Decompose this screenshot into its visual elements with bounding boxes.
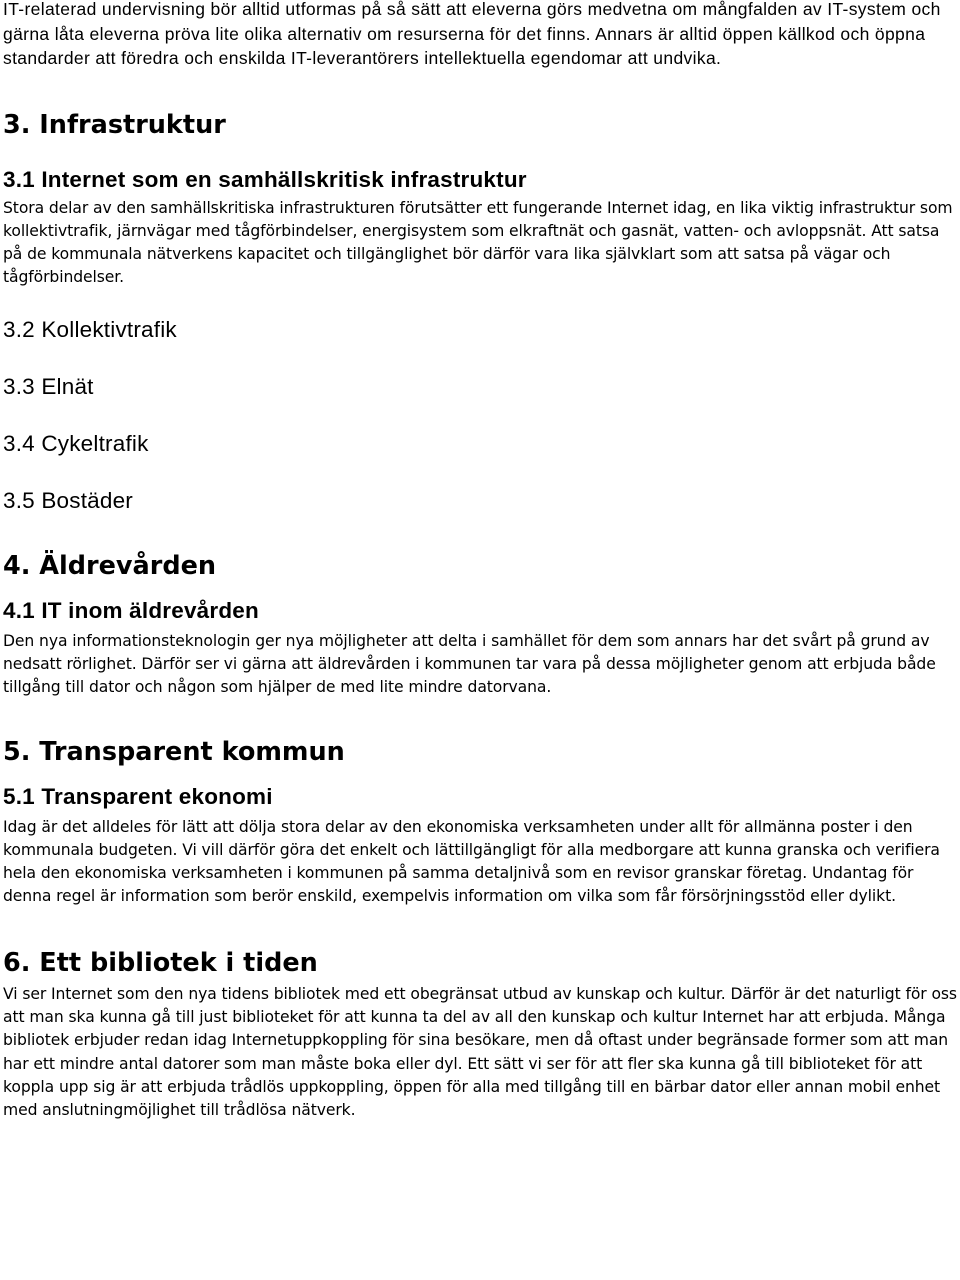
section-3-heading: 3. Infrastruktur [3, 109, 226, 140]
section-4-1-heading: 4.1 IT inom äldrevården [3, 597, 259, 623]
section-3-4-heading: 3.4 Cykeltrafik [3, 430, 149, 456]
section-3-5-heading: 3.5 Bostäder [3, 487, 133, 513]
intro-paragraph: IT-relaterad undervisning bör alltid utformas på så sätt att eleverna görs medvetna om mångfalden av IT-system och gärna låta eleverna pröva lite olika alternativ om resurserna för det finns. Annars är alltid öppen källkod och öppna standarder att föredra och enskilda IT-leverantörers intellektuella egendomar att undvika. [3, 0, 941, 68]
section-5-heading: 5. Transparent kommun [3, 736, 345, 767]
section-5-1-body: Idag är det alldeles för lätt att dölja stora delar av den ekonomiska verksamheten under allt för allmänna poster i den kommunala budgeten. Vi vill därför göra det enkelt och lättillgängligt för alla medborgare att kunna granska och verifiera hela den ekonomiska verksamheten i kommunen på samma detaljnivå som en revisor granskar företag. Undantag för denna regel är information som berör enskild, exempelvis information om vilka som får försörjningsstöd eller dylikt. [3, 817, 940, 906]
section-6-body: Vi ser Internet som den nya tidens bibliotek med ett obegränsat utbud av kunskap och kultur. Därför är det naturligt för oss att man ska kunna gå till just biblioteket för att kunna ta del av all den kunskap och kultur Internet har att erbjuda. Många bibliotek erbjuder redan idag Internetuppkoppling för sina besökare, men då oftast under begränsade former som att man har ett mindre antal datorer som man måste boka eller dyl. Ett sätt vi ser för att fler ska kunna gå till biblioteket för att koppla upp sig är att erbjuda trådlös uppkoppling, öppen för alla med tillgång till en bärbar dator eller annan mobil enhet med anslutningmöjlighet till trådlösa nätverk. [3, 984, 957, 1120]
section-3-3-heading: 3.3 Elnät [3, 373, 94, 399]
section-4-1-body: Den nya informationsteknologin ger nya möjligheter att delta i samhället för dem som annars har det svårt på grund av nedsatt rörlighet. Därför ser vi gärna att äldrevården i kommunen tar vara på dessa möjligheter genom att erbjuda både tillgång till dator och någon som hjälper de med lite mindre datorvana. [3, 631, 936, 697]
section-3-1-body: Stora delar av den samhällskritiska infrastrukturen förutsätter ett fungerande Internet idag, en lika viktig infrastruktur som kollektivtrafik, järnvägar med tågförbindelser, energisystem som elkraftnät och gasnät, vatten- och avloppsnät. Att satsa på de kommunala nätverkens kapacitet och tillgänglighet bör därför vara lika självklart som att satsa på vägar och tågförbindelser. [3, 198, 953, 287]
section-4-heading: 4. Äldrevården [3, 550, 217, 581]
section-6-heading: 6. Ett bibliotek i tiden [3, 947, 318, 978]
section-3-2-heading: 3.2 Kollektivtrafik [3, 316, 177, 342]
section-3-1-heading: 3.1 Internet som en samhällskritisk infrastruktur [3, 166, 527, 192]
document-page [3, 0, 958, 1123]
section-5-1-heading: 5.1 Transparent ekonomi [3, 783, 273, 809]
